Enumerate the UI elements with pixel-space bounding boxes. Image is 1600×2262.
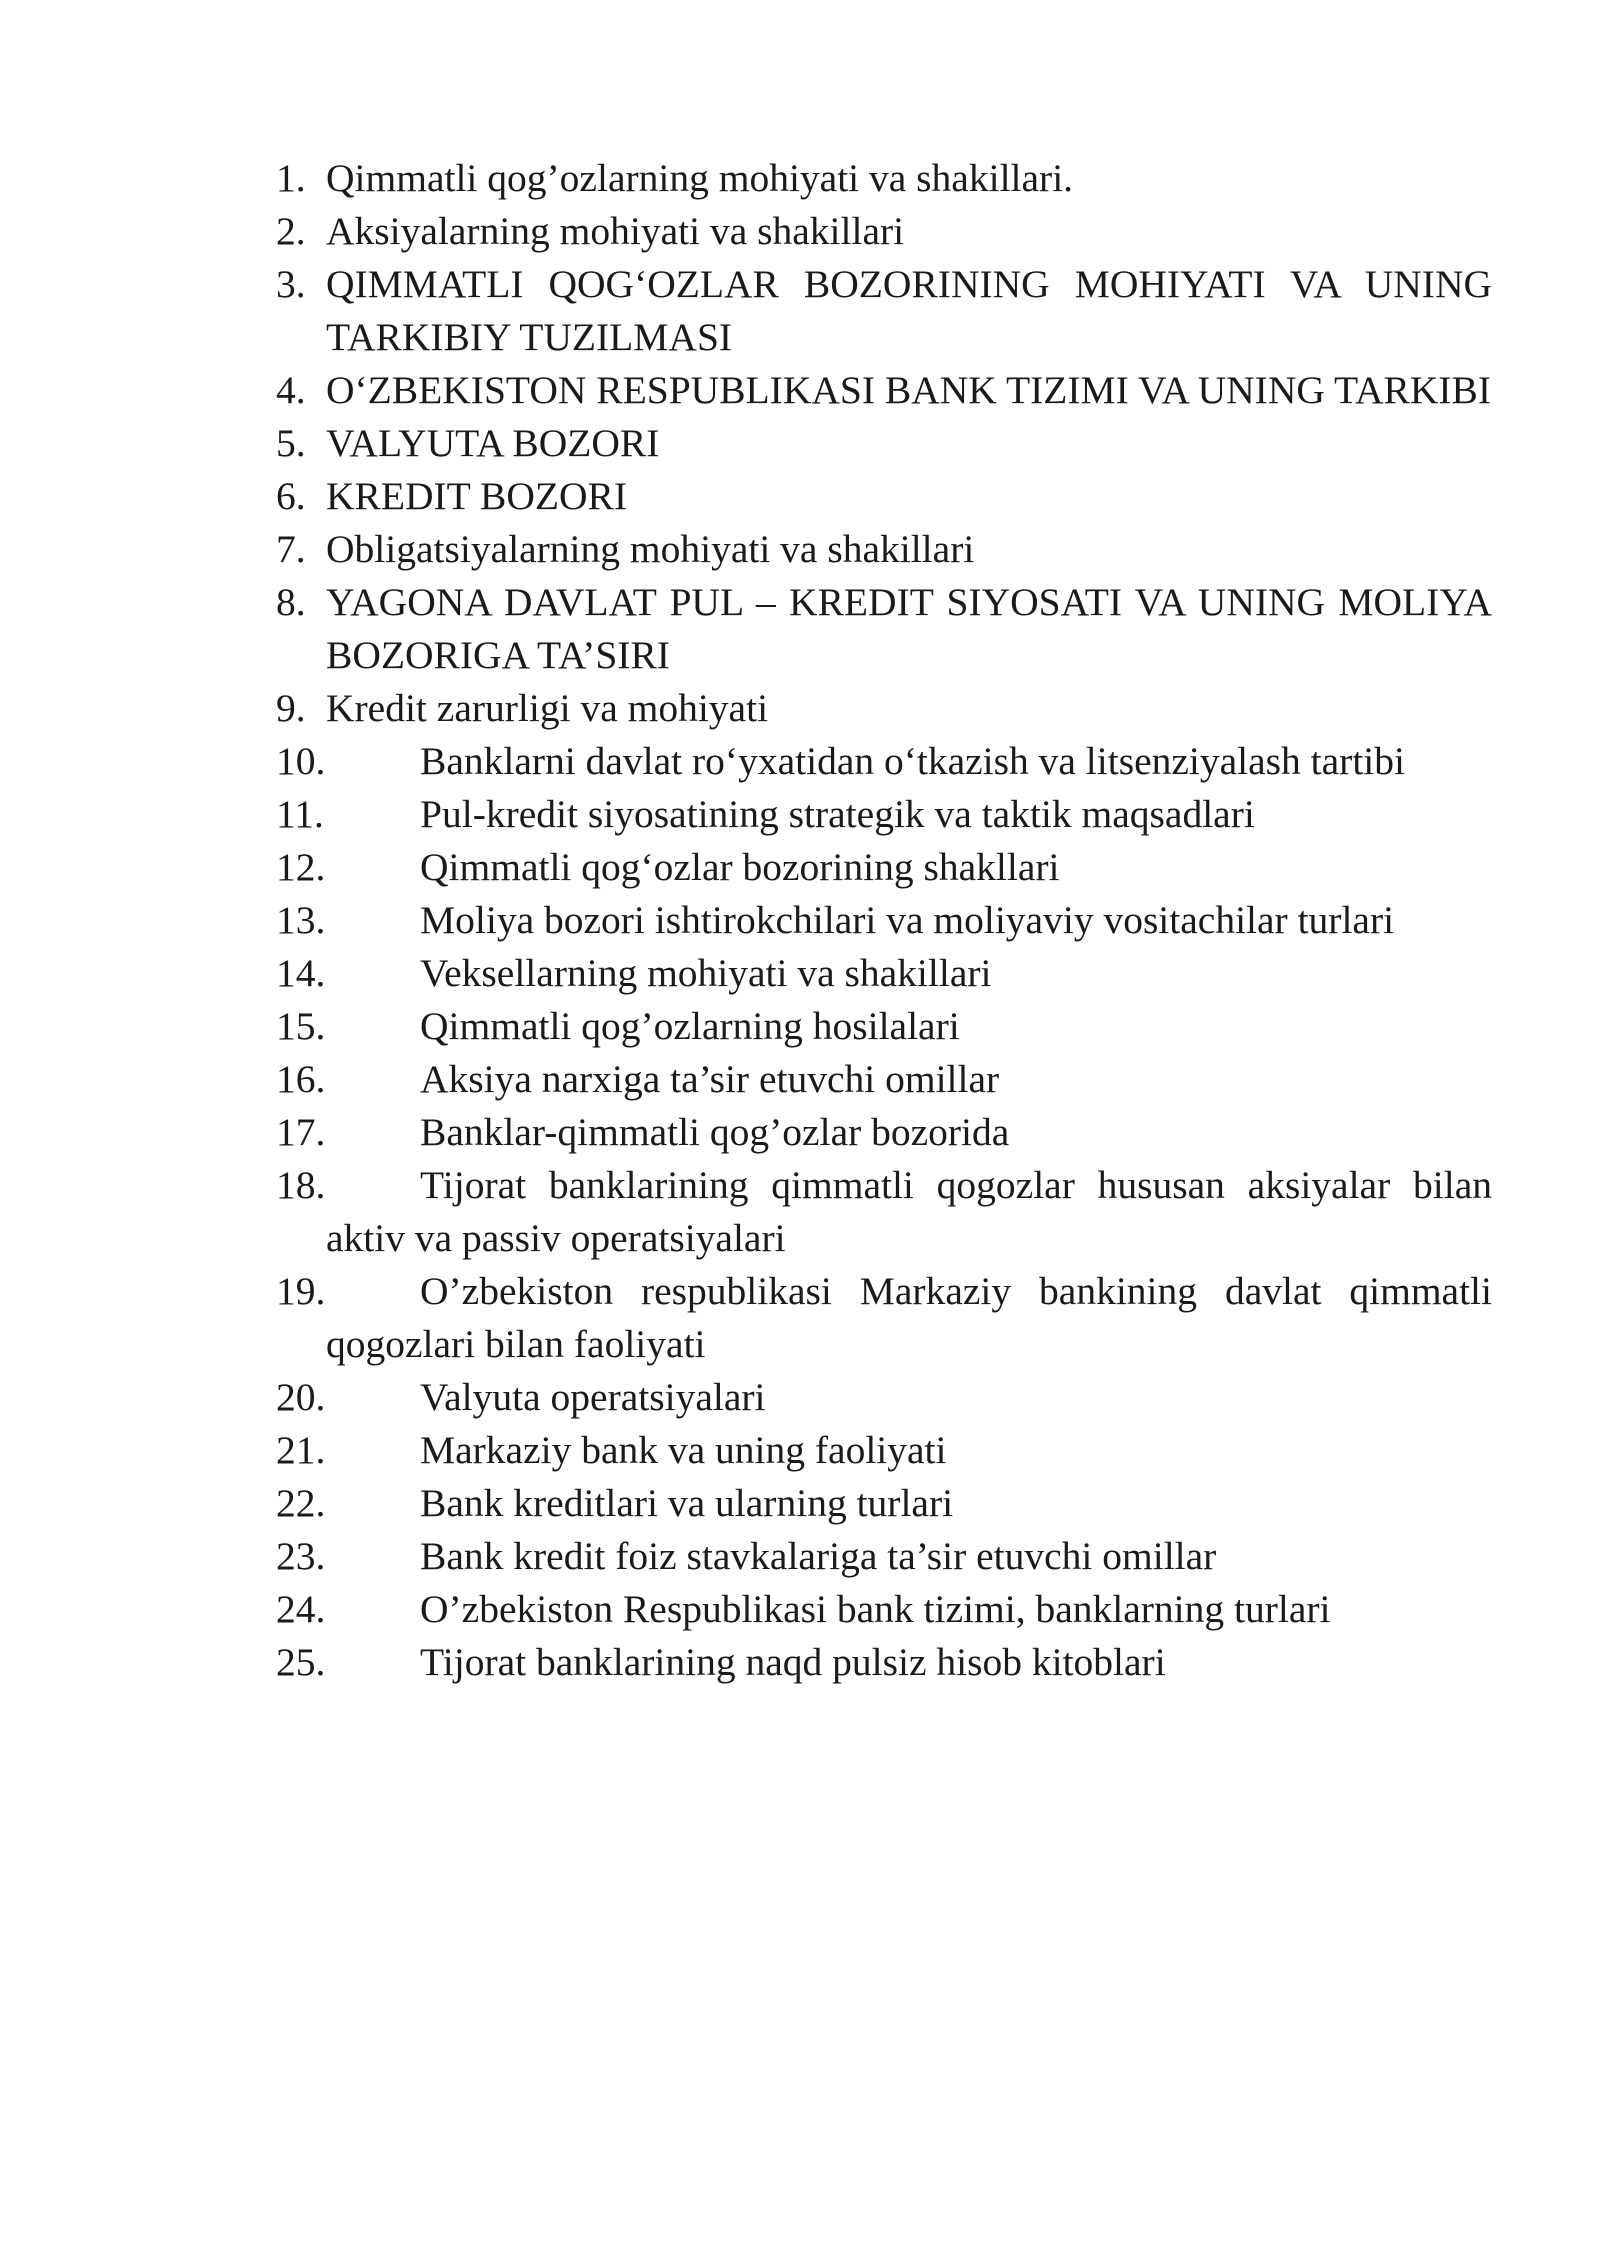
item-text: Banklar-qimmatli qog’ozlar bozorida [420, 1110, 1010, 1154]
item-text: Valyuta operatsiyalari [420, 1375, 766, 1419]
item-number: 22. [276, 1481, 326, 1525]
list-item [276, 1265, 1492, 1371]
item-number: 17. [276, 1110, 326, 1154]
item-number: 21. [276, 1428, 326, 1472]
item-text: O’zbekiston Respublikasi bank tizimi, banklarning turlari [420, 1587, 1331, 1631]
item-number: 8. [276, 580, 306, 624]
item-number: 13. [276, 898, 326, 942]
list-item [276, 364, 1492, 417]
list-item [276, 1053, 1492, 1106]
item-text: Moliya bozori ishtirokchilari va moliyaviy vositachilar turlari [420, 898, 1395, 942]
item-text: Qimmatli qog‘ozlar bozorining shakllari [420, 845, 1060, 889]
item-number: 20. [276, 1375, 326, 1419]
item-number: 18. [276, 1163, 326, 1207]
item-number: 7. [276, 527, 306, 571]
item-text: Veksellarning mohiyati va shakillari [420, 951, 992, 995]
item-text: Aksiyalarning mohiyati va shakillari [326, 209, 905, 253]
item-text: Pul-kredit siyosatining strategik va taktik maqsadlari [420, 792, 1255, 836]
item-text: YAGONA DAVLAT PUL – KREDIT SIYOSATI VA UNING MOLIYA BOZORIGA TA’SIRI [326, 580, 1492, 677]
item-text: O‘ZBEKISTON RESPUBLIKASI BANK TIZIMI VA UNING TARKIBI [326, 368, 1492, 412]
list-item [276, 682, 1492, 735]
list-item [276, 788, 1492, 841]
item-text: Obligatsiyalarning mohiyati va shakillari [326, 527, 975, 571]
list-item [276, 1424, 1492, 1477]
item-text: Bank kredit foiz stavkalariga ta’sir etuvchi omillar [420, 1534, 1217, 1578]
item-text: Markaziy bank va uning faoliyati [420, 1428, 947, 1472]
item-number: 2. [276, 209, 306, 253]
list-item [276, 1583, 1492, 1636]
item-text: VALYUTA BOZORI [326, 421, 660, 465]
item-text: Tijorat banklarining qimmatli qogozlar hususan aksiyalar bilan aktiv va passiv operatsiyalari [326, 1163, 1492, 1260]
list-item [276, 1000, 1492, 1053]
item-number: 24. [276, 1587, 326, 1631]
list-item [276, 1477, 1492, 1530]
item-text: Bank kreditlari va ularning turlari [420, 1481, 954, 1525]
list-item [276, 947, 1492, 1000]
list-item [276, 1371, 1492, 1424]
list-item [276, 1636, 1492, 1689]
item-number: 15. [276, 1004, 326, 1048]
item-text: Tijorat banklarining naqd pulsiz hisob kitoblari [420, 1640, 1166, 1684]
item-number: 10. [276, 739, 326, 783]
list-item [276, 576, 1492, 682]
list-item [276, 1159, 1492, 1265]
item-number: 16. [276, 1057, 326, 1101]
list-item [276, 205, 1492, 258]
list-item [276, 417, 1492, 470]
item-text: Aksiya narxiga ta’sir etuvchi omillar [420, 1057, 1000, 1101]
item-text: Qimmatli qog’ozlarning mohiyati va shakillari. [326, 156, 1074, 200]
item-text: QIMMATLI QOG‘OZLAR BOZORINING MOHIYATI VA UNING TARKIBIY TUZILMASI [326, 262, 1492, 359]
list-item [276, 152, 1492, 205]
item-number: 1. [276, 156, 306, 200]
item-text: Qimmatli qog’ozlarning hosilalari [420, 1004, 960, 1048]
list-item [276, 523, 1492, 576]
item-number: 14. [276, 951, 326, 995]
list-item [276, 1106, 1492, 1159]
list-item [276, 735, 1492, 788]
item-text: Banklarni davlat ro‘yxatidan o‘tkazish va litsenziyalash tartibi [420, 739, 1405, 783]
item-number: 19. [276, 1269, 326, 1313]
item-text: Kredit zarurligi va mohiyati [326, 686, 769, 730]
item-text: KREDIT BOZORI [326, 474, 627, 518]
item-number: 5. [276, 421, 306, 465]
list-item [276, 258, 1492, 364]
item-number: 4. [276, 368, 306, 412]
list-item [276, 470, 1492, 523]
list-item [276, 841, 1492, 894]
list-item [276, 894, 1492, 947]
item-number: 6. [276, 474, 306, 518]
item-number: 11. [276, 792, 324, 836]
item-number: 25. [276, 1640, 326, 1684]
topic-list [276, 152, 1492, 1689]
item-number: 3. [276, 262, 306, 306]
item-number: 9. [276, 686, 306, 730]
list-item [276, 1530, 1492, 1583]
item-number: 12. [276, 845, 326, 889]
item-text: O’zbekiston respublikasi Markaziy bankining davlat qimmatli qogozlari bilan faoliyati [326, 1269, 1492, 1366]
item-number: 23. [276, 1534, 326, 1578]
